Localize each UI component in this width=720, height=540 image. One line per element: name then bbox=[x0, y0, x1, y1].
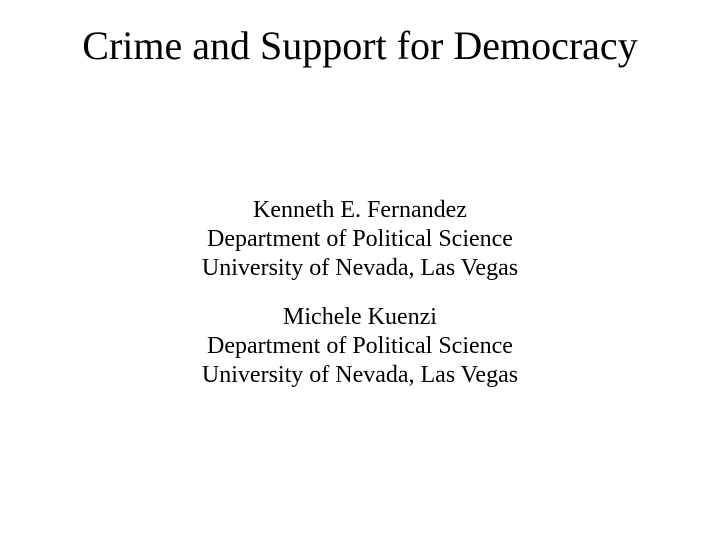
author-university: University of Nevada, Las Vegas bbox=[201, 362, 519, 388]
author-department: Department of Political Science bbox=[207, 333, 513, 359]
author-block bbox=[0, 303, 720, 390]
author-university: University of Nevada, Las Vegas bbox=[201, 255, 519, 281]
author-department: Department of Political Science bbox=[207, 226, 513, 252]
author-name: Kenneth E. Fernandez bbox=[253, 197, 467, 223]
slide-title: Crime and Support for Democracy bbox=[82, 23, 638, 68]
author-list bbox=[0, 196, 720, 390]
author-block bbox=[0, 196, 720, 283]
author-name: Michele Kuenzi bbox=[283, 304, 437, 330]
